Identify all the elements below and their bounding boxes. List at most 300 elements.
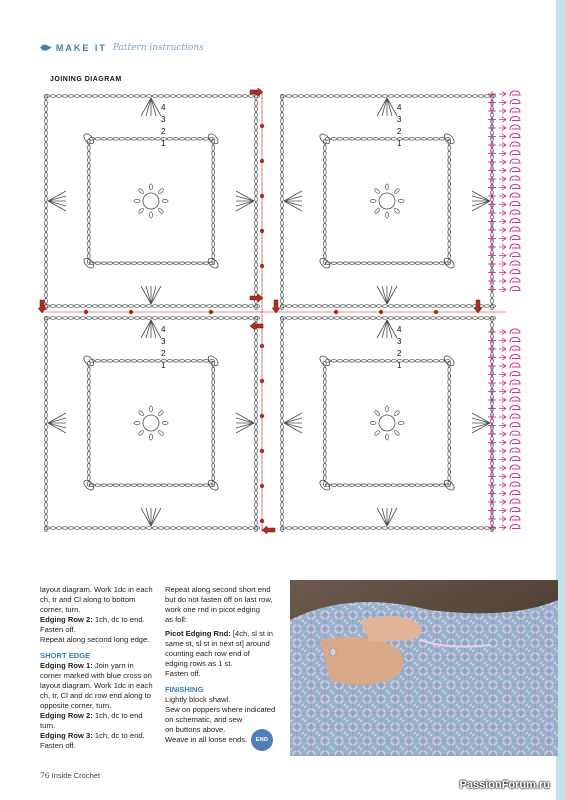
chain-stitch bbox=[188, 95, 193, 98]
chain-stitch bbox=[281, 172, 284, 177]
chain-stitch bbox=[88, 223, 91, 228]
chain-stitch bbox=[355, 262, 360, 265]
picot-marker bbox=[510, 346, 520, 351]
cluster-stitch bbox=[442, 478, 455, 491]
round-number-label: 3 bbox=[161, 115, 166, 124]
chain-stitch bbox=[373, 484, 378, 487]
chain-stitch bbox=[45, 478, 48, 483]
text-line: layout diagram. Work 1dc in each bbox=[40, 681, 153, 690]
chain-stitch bbox=[150, 406, 153, 412]
instruction-label: Edging Row 1: bbox=[40, 661, 93, 670]
chain-stitch bbox=[424, 527, 429, 530]
chain-stitch bbox=[212, 445, 215, 450]
picot-marker bbox=[510, 397, 520, 402]
chain-stitch bbox=[92, 317, 97, 320]
chain-stitch bbox=[370, 317, 375, 320]
chain-stitch bbox=[255, 484, 258, 489]
chain-stitch bbox=[448, 223, 451, 228]
chain-stitch bbox=[194, 305, 199, 308]
chain-stitch bbox=[88, 187, 91, 192]
edge-arrow-icon bbox=[499, 432, 506, 437]
text-line: on buttons above. bbox=[165, 725, 226, 734]
chain-stitch bbox=[281, 442, 284, 447]
chain-stitch bbox=[212, 409, 215, 414]
chain-stitch bbox=[88, 439, 91, 444]
chain-stitch bbox=[255, 280, 258, 285]
chain-stitch bbox=[421, 138, 426, 141]
chain-stitch bbox=[212, 457, 215, 462]
chain-stitch bbox=[349, 262, 354, 265]
chain-stitch bbox=[427, 138, 432, 141]
chain-stitch bbox=[448, 427, 451, 432]
treble-stitch bbox=[236, 413, 254, 423]
chain-stitch bbox=[88, 205, 91, 210]
chain-stitch bbox=[406, 527, 411, 530]
chain-stitch bbox=[427, 360, 432, 363]
chain-stitch bbox=[212, 229, 215, 234]
treble-stitch bbox=[382, 98, 387, 116]
chain-stitch bbox=[448, 253, 451, 258]
treble-stitch bbox=[48, 423, 66, 428]
chain-stitch bbox=[367, 360, 372, 363]
chain-stitch bbox=[248, 95, 253, 98]
chain-stitch bbox=[361, 262, 366, 265]
instruction-text: [4ch, sl st in bbox=[230, 629, 274, 638]
chain-stitch bbox=[460, 317, 465, 320]
chain-stitch bbox=[281, 466, 284, 471]
chain-stitch bbox=[45, 232, 48, 237]
chain-stitch bbox=[484, 95, 489, 98]
chain-stitch bbox=[45, 460, 48, 465]
chain-stitch bbox=[224, 527, 229, 530]
treble-stitch bbox=[472, 196, 490, 201]
chain-stitch bbox=[212, 469, 215, 474]
text-line bbox=[40, 711, 160, 721]
chain-stitch bbox=[45, 106, 48, 111]
chain-stitch bbox=[448, 169, 451, 174]
chain-stitch bbox=[45, 454, 48, 459]
chain-stitch bbox=[388, 305, 393, 308]
chain-stitch bbox=[158, 305, 163, 308]
chain-stitch bbox=[281, 220, 284, 225]
picot-marker bbox=[510, 125, 520, 130]
chain-stitch bbox=[119, 484, 124, 487]
chain-stitch bbox=[200, 95, 205, 98]
chain-stitch bbox=[104, 95, 109, 98]
chain-stitch bbox=[212, 433, 215, 438]
chain-stitch bbox=[281, 478, 284, 483]
chain-stitch bbox=[304, 527, 309, 530]
instruction-text: Join yarn in bbox=[92, 661, 134, 670]
chain-stitch bbox=[212, 379, 215, 384]
edge-arrow-icon bbox=[499, 381, 506, 386]
picot-marker bbox=[510, 508, 520, 513]
chain-stitch bbox=[152, 527, 157, 530]
treble-stitch bbox=[141, 320, 151, 338]
chain-stitch bbox=[131, 484, 136, 487]
text-line: ch, tr and Cl along to bottom bbox=[40, 595, 136, 604]
chain-stitch bbox=[412, 305, 417, 308]
chain-stitch bbox=[385, 262, 390, 265]
chain-stitch bbox=[448, 235, 451, 240]
edge-arrow-icon bbox=[499, 194, 506, 199]
chain-stitch bbox=[113, 484, 118, 487]
chain-stitch bbox=[448, 439, 451, 444]
chain-stitch bbox=[200, 527, 205, 530]
chain-stitch bbox=[88, 253, 91, 258]
diagram-title: JOINING DIAGRAM bbox=[50, 76, 122, 83]
chain-stitch bbox=[158, 317, 163, 320]
chain-stitch bbox=[242, 527, 247, 530]
chain-stitch bbox=[212, 199, 215, 204]
chain-stitch bbox=[415, 262, 420, 265]
treble-stitch bbox=[284, 196, 302, 201]
treble-stitch bbox=[48, 201, 66, 211]
instruction-label: Edging Row 2: bbox=[40, 711, 93, 720]
chain-stitch bbox=[242, 317, 247, 320]
chain-stitch bbox=[255, 400, 258, 405]
chain-stitch bbox=[45, 340, 48, 345]
chain-stitch bbox=[324, 157, 327, 162]
chain-stitch bbox=[236, 305, 241, 308]
chain-stitch bbox=[448, 373, 451, 378]
chain-stitch bbox=[45, 136, 48, 141]
chain-stitch bbox=[281, 262, 284, 267]
chain-stitch bbox=[45, 244, 48, 249]
chain-stitch bbox=[170, 305, 175, 308]
chain-stitch bbox=[138, 208, 144, 214]
chain-stitch bbox=[281, 124, 284, 129]
chain-stitch bbox=[92, 95, 97, 98]
chain-stitch bbox=[188, 317, 193, 320]
chain-stitch bbox=[45, 376, 48, 381]
chain-stitch bbox=[212, 247, 215, 252]
chain-stitch bbox=[149, 484, 154, 487]
picot-marker bbox=[510, 151, 520, 156]
chain-stitch bbox=[491, 298, 494, 303]
chain-stitch bbox=[281, 106, 284, 111]
chain-stitch bbox=[424, 317, 429, 320]
chain-stitch bbox=[45, 502, 48, 507]
chain-stitch bbox=[212, 317, 217, 320]
chain-stitch bbox=[478, 95, 483, 98]
chain-stitch bbox=[324, 463, 327, 468]
chain-stitch bbox=[255, 430, 258, 435]
chain-stitch bbox=[150, 434, 153, 440]
chain-stitch bbox=[324, 439, 327, 444]
edge-arrow-icon bbox=[499, 270, 506, 275]
edge-arrow-icon bbox=[499, 177, 506, 182]
treble-stitch bbox=[387, 286, 392, 304]
chain-stitch bbox=[370, 305, 375, 308]
chain-stitch bbox=[146, 317, 151, 320]
chain-stitch bbox=[158, 410, 164, 416]
chain-stitch bbox=[50, 527, 55, 530]
chain-stitch bbox=[122, 305, 127, 308]
round-number-label: 1 bbox=[161, 361, 166, 370]
chain-stitch bbox=[281, 280, 284, 285]
chain-stitch bbox=[346, 95, 351, 98]
chain-stitch bbox=[397, 262, 402, 265]
chain-stitch bbox=[281, 364, 284, 369]
chain-stitch bbox=[197, 138, 202, 141]
chain-stitch bbox=[337, 262, 342, 265]
chain-stitch bbox=[382, 95, 387, 98]
chain-stitch bbox=[88, 415, 91, 420]
page-footer bbox=[40, 771, 100, 780]
text-line: same st, sl st in next st] around bbox=[165, 639, 270, 648]
chain-stitch bbox=[281, 322, 284, 327]
chain-stitch bbox=[206, 305, 211, 308]
chain-stitch bbox=[400, 527, 405, 530]
chain-stitch bbox=[385, 484, 390, 487]
chain-stitch bbox=[448, 163, 451, 168]
picot-marker bbox=[510, 355, 520, 360]
chain-stitch bbox=[415, 484, 420, 487]
chain-stitch bbox=[88, 175, 91, 180]
chain-stitch bbox=[374, 188, 380, 194]
chain-stitch bbox=[212, 217, 215, 222]
text-line: corner, turn. bbox=[40, 605, 81, 614]
chain-stitch bbox=[324, 187, 327, 192]
chain-stitch bbox=[448, 241, 451, 246]
chain-stitch bbox=[137, 262, 142, 265]
chain-stitch bbox=[45, 100, 48, 105]
chain-stitch bbox=[62, 95, 67, 98]
chain-stitch bbox=[45, 322, 48, 327]
treble-stitch bbox=[236, 418, 254, 423]
instruction-label: Edging Row 3: bbox=[40, 731, 93, 740]
chain-stitch bbox=[88, 475, 91, 480]
chain-stitch bbox=[324, 451, 327, 456]
chain-stitch bbox=[182, 95, 187, 98]
chain-stitch bbox=[427, 262, 432, 265]
picot-marker bbox=[510, 406, 520, 411]
chain-stitch bbox=[334, 317, 339, 320]
chain-stitch bbox=[324, 457, 327, 462]
chain-stitch bbox=[182, 527, 187, 530]
chain-stitch bbox=[194, 317, 199, 320]
chain-stitch bbox=[255, 508, 258, 513]
chain-stitch bbox=[161, 262, 166, 265]
treble-stitch bbox=[377, 320, 387, 338]
chain-stitch bbox=[191, 138, 196, 141]
chain-stitch bbox=[281, 448, 284, 453]
chain-stitch bbox=[45, 202, 48, 207]
chain-stitch bbox=[424, 305, 429, 308]
chain-stitch bbox=[281, 226, 284, 231]
chain-stitch bbox=[281, 454, 284, 459]
chain-stitch bbox=[466, 95, 471, 98]
chain-stitch bbox=[212, 427, 215, 432]
chain-stitch bbox=[255, 178, 258, 183]
chain-stitch bbox=[116, 527, 121, 530]
chain-stitch bbox=[442, 305, 447, 308]
chain-stitch bbox=[248, 527, 253, 530]
picot-marker bbox=[510, 244, 520, 249]
chain-stitch bbox=[255, 208, 258, 213]
chain-stitch bbox=[409, 138, 414, 141]
cluster-stitch bbox=[206, 478, 219, 491]
chain-stitch bbox=[430, 527, 435, 530]
text-line: Weave in all loose ends. bbox=[165, 735, 248, 744]
chain-stitch bbox=[88, 181, 91, 186]
picot-marker bbox=[510, 278, 520, 283]
chain-stitch bbox=[137, 360, 142, 363]
chain-stitch bbox=[155, 360, 160, 363]
chain-stitch bbox=[324, 235, 327, 240]
chain-stitch bbox=[140, 317, 145, 320]
chain-stitch bbox=[80, 305, 85, 308]
chain-stitch bbox=[88, 457, 91, 462]
chain-stitch bbox=[388, 95, 393, 98]
chain-stitch bbox=[167, 360, 172, 363]
chain-stitch bbox=[128, 527, 133, 530]
chain-stitch bbox=[316, 305, 321, 308]
chain-stitch bbox=[88, 163, 91, 168]
chain-stitch bbox=[322, 305, 327, 308]
cluster-stitch bbox=[206, 354, 219, 367]
text-line bbox=[40, 615, 160, 625]
chain-stitch bbox=[146, 527, 151, 530]
chain-stitch bbox=[386, 184, 389, 190]
chain-stitch bbox=[448, 151, 451, 156]
chain-stitch bbox=[281, 400, 284, 405]
chain-stitch bbox=[436, 317, 441, 320]
chain-stitch bbox=[448, 317, 453, 320]
chain-stitch bbox=[324, 385, 327, 390]
chain-stitch bbox=[324, 379, 327, 384]
chain-stitch bbox=[88, 379, 91, 384]
chain-stitch bbox=[448, 421, 451, 426]
chain-stitch bbox=[454, 305, 459, 308]
chain-stitch bbox=[88, 259, 91, 264]
chain-stitch bbox=[45, 268, 48, 273]
chain-stitch bbox=[448, 403, 451, 408]
chain-stitch bbox=[45, 472, 48, 477]
chain-stitch bbox=[406, 305, 411, 308]
cluster-stitch bbox=[318, 256, 331, 269]
chain-stitch bbox=[292, 317, 297, 320]
chain-stitch bbox=[88, 235, 91, 240]
chain-stitch bbox=[88, 397, 91, 402]
chain-stitch bbox=[45, 424, 48, 429]
chain-stitch bbox=[394, 305, 399, 308]
chain-stitch bbox=[328, 527, 333, 530]
chain-stitch bbox=[212, 211, 215, 216]
text-line bbox=[40, 731, 160, 741]
chain-stitch bbox=[88, 481, 91, 486]
text-line bbox=[40, 661, 160, 671]
picot-marker bbox=[510, 414, 520, 419]
chain-stitch bbox=[255, 520, 258, 525]
round-number-label: 3 bbox=[161, 337, 166, 346]
direction-arrow-icon bbox=[272, 300, 280, 313]
chain-stitch bbox=[206, 317, 211, 320]
chain-stitch bbox=[281, 484, 284, 489]
chain-stitch bbox=[128, 95, 133, 98]
cluster-stitch bbox=[318, 354, 331, 367]
instruction-text: 1ch, dc to end bbox=[92, 711, 143, 720]
picot-marker bbox=[510, 380, 520, 385]
chain-stitch bbox=[45, 400, 48, 405]
round-number-label: 3 bbox=[397, 337, 402, 346]
chain-stitch bbox=[358, 527, 363, 530]
chain-stitch bbox=[255, 460, 258, 465]
chain-stitch bbox=[409, 484, 414, 487]
chain-stitch bbox=[466, 527, 471, 530]
chain-stitch bbox=[281, 520, 284, 525]
chain-stitch bbox=[56, 317, 61, 320]
chain-stitch bbox=[255, 346, 258, 351]
chain-stitch bbox=[373, 360, 378, 363]
cluster-stitch bbox=[82, 354, 95, 367]
chain-stitch bbox=[104, 317, 109, 320]
cluster-stitch bbox=[206, 256, 219, 269]
chain-stitch bbox=[212, 223, 215, 228]
treble-stitch bbox=[146, 508, 151, 526]
chain-stitch bbox=[167, 484, 172, 487]
chain-stitch bbox=[56, 527, 61, 530]
picot-marker bbox=[510, 193, 520, 198]
chain-stitch bbox=[255, 514, 258, 519]
chain-stitch bbox=[45, 412, 48, 417]
chain-stitch bbox=[448, 211, 451, 216]
chain-stitch bbox=[281, 292, 284, 297]
chain-stitch bbox=[255, 220, 258, 225]
treble-stitch bbox=[284, 191, 302, 201]
chain-stitch bbox=[170, 527, 175, 530]
left-text-column bbox=[40, 585, 160, 751]
chain-stitch bbox=[298, 317, 303, 320]
chain-stitch bbox=[45, 220, 48, 225]
chain-stitch bbox=[110, 95, 115, 98]
chain-stitch bbox=[88, 367, 91, 372]
chain-stitch bbox=[304, 317, 309, 320]
chain-stitch bbox=[448, 193, 451, 198]
chain-stitch bbox=[218, 527, 223, 530]
chain-stitch bbox=[418, 527, 423, 530]
text-line: Sew on poppers where indicated bbox=[165, 705, 276, 714]
chain-stitch bbox=[236, 95, 241, 98]
chain-stitch bbox=[197, 360, 202, 363]
chain-stitch bbox=[355, 360, 360, 363]
chain-stitch bbox=[322, 317, 327, 320]
chain-stitch bbox=[188, 305, 193, 308]
chain-stitch bbox=[364, 305, 369, 308]
chain-stitch bbox=[212, 235, 215, 240]
chain-stitch bbox=[281, 250, 284, 255]
chain-stitch bbox=[45, 496, 48, 501]
chain-stitch bbox=[433, 138, 438, 141]
edge-arrow-icon bbox=[499, 109, 506, 114]
chain-stitch bbox=[370, 200, 376, 203]
chain-stitch bbox=[439, 484, 444, 487]
chain-stitch bbox=[212, 421, 215, 426]
chain-stitch bbox=[113, 360, 118, 363]
chain-stitch bbox=[358, 317, 363, 320]
chain-stitch bbox=[322, 95, 327, 98]
chain-stitch bbox=[491, 322, 494, 327]
chain-stitch bbox=[255, 130, 258, 135]
chain-stitch bbox=[358, 95, 363, 98]
chain-stitch bbox=[298, 95, 303, 98]
chain-stitch bbox=[340, 95, 345, 98]
chain-stitch bbox=[68, 95, 73, 98]
chain-stitch bbox=[412, 317, 417, 320]
chain-stitch bbox=[149, 138, 154, 141]
chain-stitch bbox=[143, 138, 148, 141]
